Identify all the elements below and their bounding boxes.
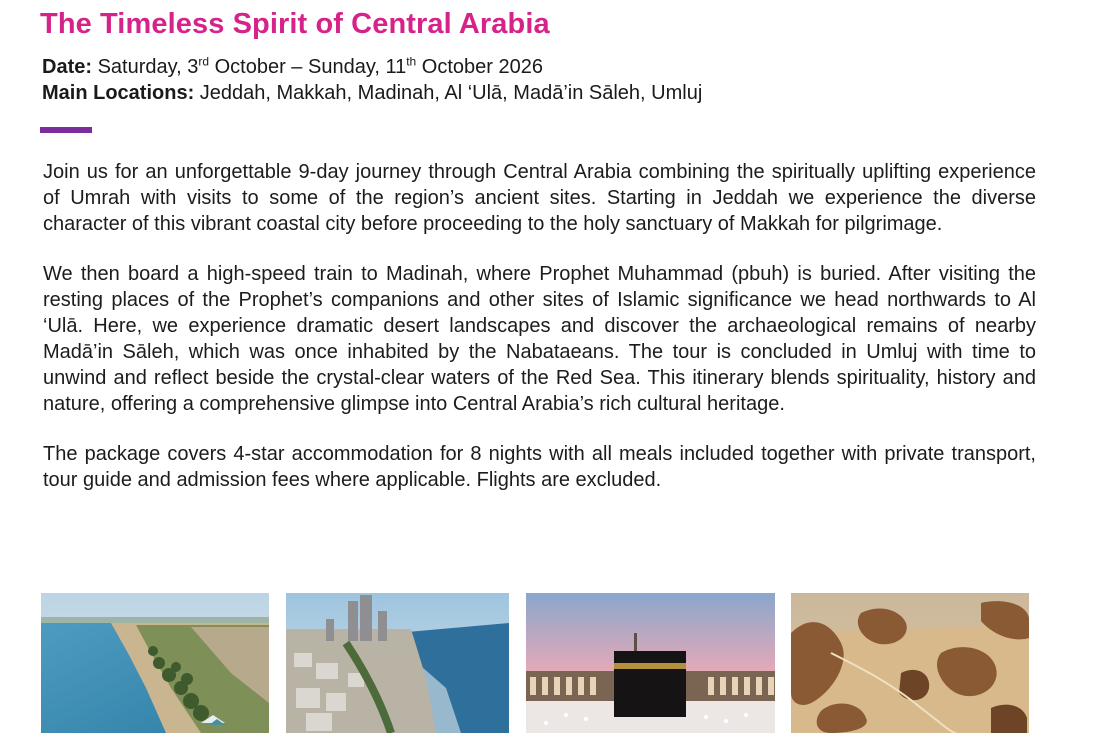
date-label: Date: [42,56,93,78]
photo-kaaba-makkah [526,593,775,733]
photo-alula-desert [791,593,1029,733]
trip-meta [42,54,702,106]
date-line [42,54,702,80]
locations-label: Main Locations: [42,82,195,104]
accent-divider [40,127,92,133]
date-start: Saturday, 3 [92,56,199,78]
date-middle: October – Sunday, 11 [209,56,407,78]
paragraph-intro: Join us for an unforgettable 9-day journey through Central Arabia combining the spiritually uplifting experience of Umrah with visits to some of the region’s ancient sites. Starting in Jeddah we experience the diverse character of this vibrant coastal city before proceeding to the holy sanctuary of Makkah for pilgrimage. [43,161,1036,235]
photo-coastline-beach [41,593,269,733]
photo-jeddah-skyline [286,593,509,733]
page-title: The Timeless Spirit of Central Arabia [40,8,550,40]
date-start-suffix: rd [198,54,210,69]
paragraph-itinerary: We then board a high-speed train to Madinah, where Prophet Muhammad (pbuh) is buried. After visiting the resting places of the Prophet’s companions and other sites of Islamic significance we head northwards to Al ‘Ulā. Here, we experience dramatic desert landscapes and discover the archaeological remains of nearby Madā’in Sāleh, which was once inhabited by the Nabataeans. The tour is concluded in Umluj with time to unwind and reflect beside the crystal-clear waters of the Red Sea. This itinerary blends spirituality, history and nature, offering a comprehensive glimpse into Central Arabia’s rich cultural heritage. [43,263,1036,415]
locations-line [42,80,702,106]
paragraph-package: The package covers 4-star accommodation for 8 nights with all meals included together with private transport, tour guide and admission fees where applicable. Flights are excluded. [43,443,1036,491]
locations-value: Jeddah, Makkah, Madinah, Al ‘Ulā, Madā’in Sāleh, Umluj [194,82,703,104]
date-end-suffix: th [406,54,417,69]
date-end: October 2026 [416,56,543,78]
description [43,159,1036,517]
